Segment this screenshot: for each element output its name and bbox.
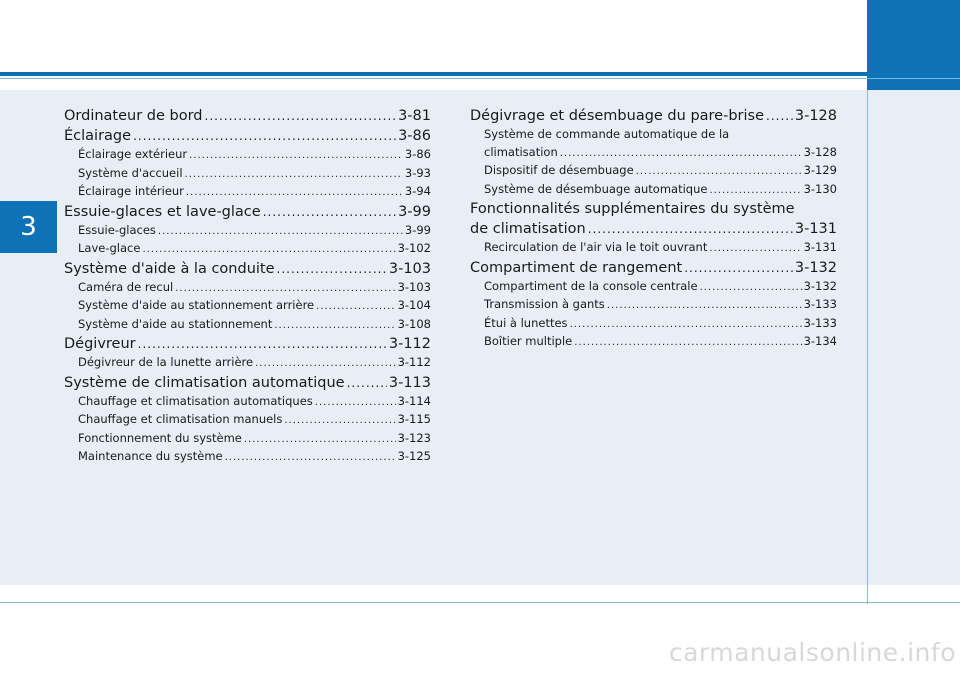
- toc-entry-title: Fonctionnement du système: [78, 430, 242, 445]
- toc-entry[interactable]: [470, 278, 837, 297]
- toc-leader-dots: [766, 106, 793, 126]
- toc-entry[interactable]: [470, 333, 837, 352]
- toc-section-page: 3-128: [794, 108, 837, 124]
- toc-entry[interactable]: [64, 165, 431, 184]
- toc-entry-title: Système de désembuage automatique: [484, 181, 708, 196]
- toc-section[interactable]: [64, 259, 431, 279]
- toc-entry-page: 3-132: [803, 278, 837, 293]
- toc-entry-page: 3-86: [404, 147, 431, 161]
- toc-section-title: Éclairage: [64, 128, 132, 144]
- toc-entry-page: 3-133: [803, 315, 837, 330]
- toc-entry[interactable]: [64, 222, 431, 241]
- toc-section[interactable]: [470, 219, 837, 239]
- toc-entry-page: 3-131: [803, 240, 837, 254]
- toc-leader-dots: [255, 355, 395, 373]
- toc-entry[interactable]: [64, 316, 431, 335]
- top-rule: [0, 72, 960, 76]
- toc-entry[interactable]: [64, 146, 431, 165]
- bottom-rule: [0, 602, 960, 603]
- toc-entry[interactable]: [64, 297, 431, 316]
- toc-left-column: [64, 106, 431, 467]
- toc-section-page: 3-103: [388, 260, 431, 277]
- toc-entry-page: 3-108: [397, 316, 431, 331]
- toc-leader-dots: [588, 219, 793, 239]
- toc-entry-title: Dégivreur de la lunette arrière: [78, 355, 254, 369]
- toc-leader-dots: [316, 298, 395, 316]
- toc-leader-dots: [189, 147, 403, 165]
- toc-entry-page: 3-128: [803, 144, 837, 159]
- toc-entry[interactable]: [470, 144, 837, 163]
- toc-section-page: 3-132: [794, 259, 837, 276]
- top-rule-thin: [0, 78, 960, 79]
- toc-entry-title: Lave-glace: [78, 241, 141, 255]
- toc-entry-page: 3-93: [404, 165, 431, 180]
- toc-section[interactable]: [64, 334, 431, 354]
- toc-section-title: Compartiment de rangement: [470, 259, 683, 276]
- toc-section-page: 3-131: [794, 221, 837, 237]
- toc-entry[interactable]: [64, 393, 431, 412]
- toc-entry-page: 3-112: [397, 355, 431, 369]
- toc-entry-page: 3-115: [397, 412, 431, 426]
- toc-leader-dots: [186, 184, 403, 202]
- toc-leader-dots: [574, 334, 801, 352]
- toc-leader-dots: [277, 259, 387, 279]
- chapter-tab: [867, 0, 960, 90]
- watermark-text: carmanualsonline.info: [668, 638, 956, 667]
- toc-leader-dots: [315, 394, 396, 412]
- toc-entry[interactable]: [470, 315, 837, 334]
- toc-entry-page: 3-94: [404, 184, 431, 198]
- toc-section-title: Ordinateur de bord: [64, 108, 203, 124]
- toc-entry-title: Système d'aide au stationnement arrière: [78, 298, 315, 312]
- toc-leader-dots: [347, 373, 387, 393]
- toc-entry-title: Compartiment de la console centrale: [484, 278, 698, 293]
- toc-leader-dots: [709, 240, 801, 258]
- toc-entry-page: 3-133: [803, 297, 837, 311]
- toc-leader-dots: [142, 241, 395, 259]
- toc-section[interactable]: [470, 106, 837, 126]
- toc-entry[interactable]: [64, 411, 431, 430]
- toc-entry[interactable]: [64, 430, 431, 449]
- toc-leader-dots: [274, 317, 395, 335]
- toc-section-title-line[interactable]: Fonctionnalités supplémentaires du système: [470, 201, 795, 217]
- toc-leader-dots: [225, 449, 396, 467]
- toc-entry-title-line[interactable]: Système de commande automatique de la: [484, 127, 730, 141]
- toc-section[interactable]: [64, 106, 431, 126]
- toc-entry[interactable]: [470, 162, 837, 181]
- toc-entry-page: 3-130: [803, 181, 837, 196]
- toc-entry-page: 3-99: [404, 222, 431, 237]
- toc-section-title: Dégivrage et désembuage du pare-brise: [470, 108, 764, 124]
- toc-leader-dots: [684, 258, 793, 278]
- toc-entry-page: 3-129: [803, 163, 837, 177]
- toc-entry[interactable]: [64, 354, 431, 373]
- toc-entry-page: 3-123: [397, 430, 431, 445]
- toc-entry-title: Caméra de recul: [78, 279, 174, 294]
- toc-leader-dots: [244, 431, 396, 449]
- toc-leader-dots: [570, 316, 802, 334]
- toc-entry-title: Chauffage et climatisation manuels: [78, 412, 283, 426]
- toc-section[interactable]: [470, 258, 837, 278]
- toc-section-title: Dégivreur: [64, 336, 136, 352]
- toc-section[interactable]: [64, 126, 431, 146]
- toc-leader-dots: [205, 106, 397, 126]
- toc-leader-dots: [284, 412, 395, 430]
- toc-entry-title: Étui à lunettes: [484, 315, 568, 330]
- toc-leader-dots: [133, 126, 396, 146]
- toc-leader-dots: [709, 182, 801, 200]
- toc-entry[interactable]: [470, 239, 837, 258]
- toc-entry-page: 3-125: [397, 449, 431, 463]
- vertical-divider: [867, 90, 868, 604]
- toc-entry[interactable]: [470, 296, 837, 315]
- toc-entry[interactable]: [64, 279, 431, 298]
- toc-section[interactable]: [64, 373, 431, 393]
- toc-leader-dots: [263, 202, 396, 222]
- toc-entry[interactable]: [470, 181, 837, 200]
- toc-leader-dots: [607, 297, 802, 315]
- toc-entry[interactable]: [64, 183, 431, 202]
- toc-entry-page: 3-102: [397, 241, 431, 255]
- toc-entry-title: Système d'aide au stationnement: [78, 316, 273, 331]
- toc-entry-title: Boîtier multiple: [484, 334, 573, 348]
- toc-entry-page: 3-134: [803, 334, 837, 348]
- toc-entry-title: Transmission à gants: [484, 297, 605, 311]
- toc-section-page: 3-99: [398, 203, 431, 220]
- toc-leader-dots: [158, 223, 403, 241]
- toc-section-page: 3-112: [388, 336, 431, 352]
- toc-section-title: de climatisation: [470, 221, 586, 237]
- toc-section-title: Essuie-glaces et lave-glace: [64, 203, 261, 220]
- toc-entry-title: Essuie-glaces: [78, 222, 156, 237]
- toc-entry-page: 3-103: [397, 279, 431, 294]
- toc-section[interactable]: [64, 202, 431, 222]
- toc-entry-title: Dispositif de désembuage: [484, 163, 634, 177]
- toc-entry-page: 3-104: [397, 298, 431, 312]
- toc-leader-dots: [175, 280, 395, 298]
- toc-entry-title: Maintenance du système: [78, 449, 223, 463]
- toc-leader-dots: [636, 163, 802, 181]
- toc-section-page: 3-81: [398, 108, 431, 124]
- toc-leader-dots: [700, 279, 802, 297]
- toc-section-page: 3-86: [398, 128, 431, 144]
- side-margin: [0, 90, 57, 585]
- toc-entry[interactable]: [64, 240, 431, 259]
- toc-entry[interactable]: [64, 448, 431, 467]
- toc-section-title: Système de climatisation automatique: [64, 374, 345, 391]
- toc-entry-title: climatisation: [484, 144, 558, 159]
- toc-entry-title: Éclairage extérieur: [78, 147, 188, 161]
- toc-entry-title: Chauffage et climatisation automatiques: [78, 393, 313, 408]
- toc-right-column: [470, 106, 837, 352]
- toc-entry-title: Système d'accueil: [78, 165, 183, 180]
- toc-section-title: Système d'aide à la conduite: [64, 260, 275, 277]
- right-margin-panel: [868, 90, 960, 585]
- toc-entry-title: Recirculation de l'air via le toit ouvrant: [484, 240, 708, 254]
- toc-leader-dots: [138, 334, 387, 354]
- chapter-number-badge: 3: [0, 201, 57, 253]
- toc-entry-page: 3-114: [397, 393, 431, 408]
- toc-section-page: 3-113: [388, 374, 431, 391]
- toc-entry-title: Éclairage intérieur: [78, 184, 184, 198]
- toc-leader-dots: [560, 145, 802, 163]
- toc-leader-dots: [185, 166, 403, 184]
